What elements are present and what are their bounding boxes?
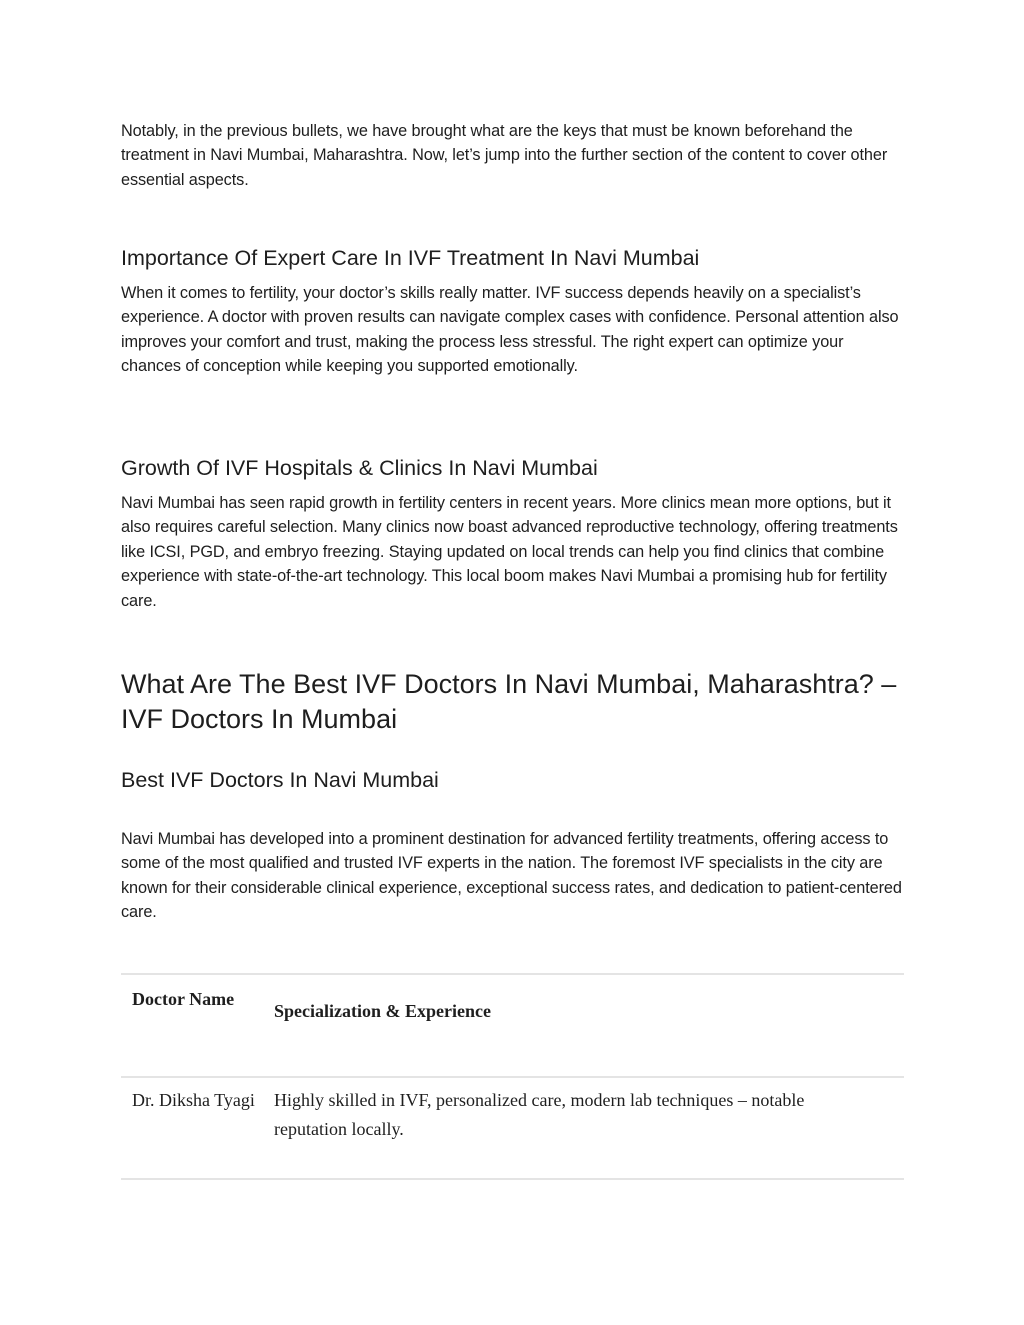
- table-cell-doctor-name: Dr. Diksha Tyagi: [132, 1090, 255, 1110]
- section-heading-best-doctors: Best IVF Doctors In Navi Mumbai: [121, 768, 439, 792]
- section-body-growth: Navi Mumbai has seen rapid growth in fertility centers in recent years. More clinics mean more options, but it also requires careful selection. Many clinics now boast advanced reproductive technology, offering treatments like ICSI, PGD, and embryo freezing. Staying updated on local trends can help you find clinics that combine experience with state-of-the-art technology. This local boom makes Navi Mumbai a promising hub for fertility care.: [121, 494, 898, 610]
- table-cell-specialization: Highly skilled in IVF, personalized care, modern lab techniques – notable reputation locally.: [274, 1090, 805, 1139]
- section-body-best-doctors: Navi Mumbai has developed into a prominent destination for advanced fertility treatments, offering access to some of the most qualified and trusted IVF experts in the nation. The foremost IVF specialists in the city are known for their considerable clinical experience, exceptional success rates, and dedication to patient-centered care.: [121, 830, 902, 922]
- table-row: [121, 1077, 904, 1179]
- table-header-specialization: Specialization & Experience: [274, 1001, 491, 1021]
- section-body-expert-care: When it comes to fertility, your doctor’s skills really matter. IVF success depends heavily on a specialist’s experience. A doctor with proven results can navigate complex cases with confidence. Personal attention also improves your comfort and trust, making the process less stressful. The right expert can optimize your chances of conception while keeping you supported emotionally.: [121, 284, 899, 376]
- table-header-doctor-name: Doctor Name: [132, 989, 235, 1009]
- table-header-row: [121, 974, 904, 1077]
- section-heading-expert-care: Importance Of Expert Care In IVF Treatment In Navi Mumbai: [121, 246, 700, 270]
- section-heading-growth: Growth Of IVF Hospitals & Clinics In Navi Mumbai: [121, 456, 598, 480]
- intro-paragraph: Notably, in the previous bullets, we have brought what are the keys that must be known beforehand the treatment in Navi Mumbai, Maharashtra. Now, let’s jump into the further section of the content to cover other essential aspects.: [121, 122, 888, 189]
- main-heading: What Are The Best IVF Doctors In Navi Mumbai, Maharashtra? – IVF Doctors In Mumbai: [121, 669, 897, 734]
- doctors-table: [121, 973, 904, 1180]
